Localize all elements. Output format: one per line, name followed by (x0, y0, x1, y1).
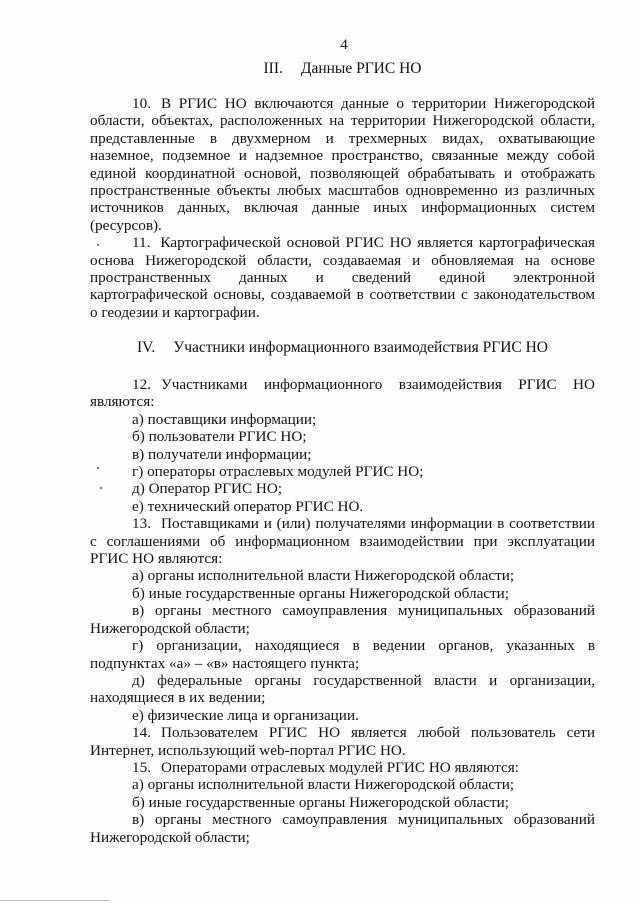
paragraph-12-text: Участниками информационного взаимодействия РГИС НО являются: (90, 376, 595, 411)
list-item: д) Оператор РГИС НО; (132, 480, 283, 498)
list-item: б) иные государственные органы Нижегородской области; (132, 793, 510, 811)
paragraph-13-number: 13. (132, 515, 151, 533)
list-item: а) органы исполнительной власти Нижегородской области; (132, 567, 515, 585)
section-3-title: Данные РГИС НО (300, 60, 422, 77)
paragraph-12 (90, 376, 595, 411)
scan-speck (97, 467, 99, 469)
paragraph-10-text: В РГИС НО включаются данные о территории Нижегородской области, объектах, расположенных на территории Нижегородской области, представленные в двухмерном и трехмерных видах, охватывающие наземное, подземное и надземное пространство, связанные между собой единой координатной основой, позволяющей обрабатывать и отображать пространственные объекты любых масштабов одновременно из различных источников данных, включая данные иных информационных систем (ресурсов). (90, 95, 595, 234)
paragraph-12-number: 12. (132, 376, 151, 393)
list-item: в) получатели информации; (132, 445, 312, 463)
section-4-heading (90, 339, 595, 357)
scan-edge-line (0, 900, 110, 901)
list-item: в) органы местного самоуправления муниципальных образований Нижегородской области; (90, 602, 595, 637)
list-item: б) иные государственные органы Нижегородской области; (132, 584, 510, 602)
list-item: г) операторы отраслевых модулей РГИС НО; (132, 463, 424, 481)
page-number: 4 (340, 37, 348, 53)
paragraph-13-text: Поставщиками и (или) получателями информации в соответствии с соглашениями об информационном взаимодействии при эксплуатации РГИС НО являются: (90, 515, 595, 568)
list-item: г) организации, находящиеся в ведении органов, указанных в подпунктах «а» – «в» настоящего пункта; (90, 637, 595, 672)
section-4-title: Участники информационного взаимодействия РГИС НО (173, 339, 549, 356)
list-item: е) физические лица и организации. (132, 706, 359, 724)
section-4-numeral: IV. (136, 339, 156, 356)
paragraph-14-text: Пользователем РГИС НО является любой пользователь сети Интернет, использующий web-портал РГИС НО. (90, 724, 595, 759)
paragraph-11-text: Картографической основой РГИС НО является картографическая основа Нижегородской области, создаваемая и обновляемая на основе пространственных данных и сведений единой электронной картографической основы, создаваемой в соответствии с законодательством о геодезии и картографии. (90, 234, 595, 321)
list-item: в) органы местного самоуправления муниципальных образований Нижегородской области; (90, 811, 595, 846)
paragraph-15 (90, 759, 595, 776)
paragraph-15-text: Операторами отраслевых модулей РГИС НО являются: (160, 758, 519, 776)
list-item: а) поставщики информации; (132, 410, 317, 428)
list-item: д) федеральные органы государственной власти и организации, находящиеся в их ведении; (90, 671, 595, 707)
paragraph-14 (90, 724, 595, 759)
list-item: б) пользователи РГИС НО; (132, 428, 307, 446)
section-3-numeral: III. (263, 60, 283, 77)
section-4-body (90, 376, 595, 846)
list-item: а) органы исполнительной власти Нижегородской области; (132, 776, 515, 794)
list-item: е) технический оператор РГИС НО. (132, 497, 364, 515)
paragraph-13 (90, 515, 595, 567)
paragraph-11-number: 11. (132, 234, 151, 252)
section-3-heading (90, 60, 595, 78)
section-3-body (90, 95, 595, 321)
paragraph-15-number: 15. (132, 758, 151, 776)
paragraph-14-number: 14. (132, 724, 151, 742)
scan-speck (100, 487, 102, 489)
paragraph-10 (90, 95, 595, 234)
paragraph-10-number: 10. (132, 95, 151, 112)
scan-speck (97, 244, 99, 246)
paragraph-11 (90, 234, 595, 321)
